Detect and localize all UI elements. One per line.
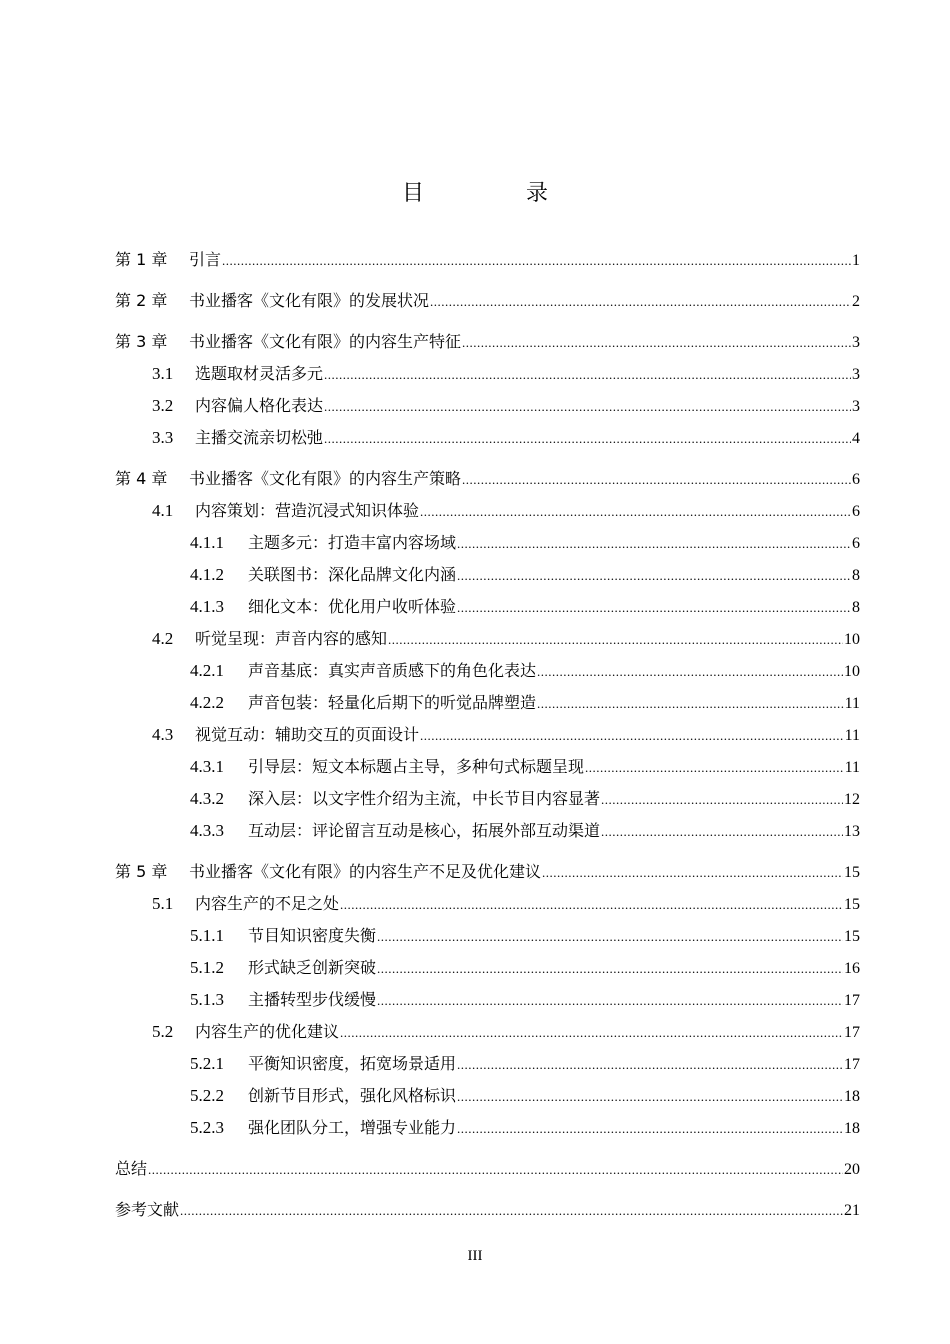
toc-entry-number: 5.2.1	[190, 1054, 224, 1073]
toc-entry-title: 节目知识密度失衡	[248, 926, 377, 945]
toc-entry-number: 第 5 章	[115, 862, 168, 881]
toc-entry-number: 4.1.1	[190, 533, 224, 552]
toc-entry-title: 书业播客《文化有限》的内容生产策略	[189, 469, 462, 488]
toc-entry-page: 17	[844, 1024, 860, 1041]
toc-entry[interactable]	[0, 1116, 860, 1140]
toc-dot-leader	[601, 788, 843, 812]
toc-entry-number: 5.2	[152, 1022, 174, 1041]
toc-entry[interactable]	[0, 1052, 860, 1076]
toc-dot-leader	[462, 468, 851, 492]
toc-entry-number: 4.2.2	[190, 693, 224, 712]
toc-entry-page: 18	[844, 1088, 860, 1105]
toc-entry-title: 强化团队分工，增强专业能力	[248, 1118, 457, 1137]
toc-entry-title: 内容生产的优化建议	[195, 1022, 340, 1041]
toc-entry-title: 视觉互动：辅助交互的页面设计	[195, 725, 420, 744]
toc-dot-leader	[388, 628, 843, 652]
toc-entry-title: 主题多元：打造丰富内容场域	[248, 533, 457, 552]
toc-entry-title: 深入层：以文字性介绍为主流，中长节目内容显著	[248, 789, 601, 808]
toc-dot-leader	[537, 660, 843, 684]
toc-entry-title: 参考文献	[115, 1200, 180, 1219]
toc-entry-title: 书业播客《文化有限》的内容生产不足及优化建议	[189, 862, 542, 881]
toc-entry-title: 书业播客《文化有限》的内容生产特征	[189, 332, 462, 351]
toc-entry-page: 8	[852, 599, 860, 616]
toc-entry-page: 15	[844, 928, 860, 945]
toc-dot-leader	[462, 331, 851, 355]
toc-entry[interactable]	[0, 467, 860, 491]
toc-entry-number: 4.3.3	[190, 821, 224, 840]
toc-entry-number: 3.3	[152, 428, 174, 447]
toc-entry-number: 4.3.1	[190, 757, 224, 776]
toc-entry[interactable]	[0, 1020, 860, 1044]
toc-entry-page: 3	[852, 334, 860, 351]
toc-dot-leader	[340, 1021, 843, 1045]
toc-entry-number: 4.1.2	[190, 565, 224, 584]
toc-entry-title: 声音基底：真实声音质感下的角色化表达	[248, 661, 537, 680]
toc-entry-number: 5.2.2	[190, 1086, 224, 1105]
toc-entry-number: 4.3	[152, 725, 174, 744]
toc-entry-page: 10	[844, 631, 860, 648]
toc-dot-leader	[542, 861, 843, 885]
toc-entry-page: 11	[844, 727, 860, 744]
toc-entry-title: 内容策划：营造沉浸式知识体验	[195, 501, 420, 520]
toc-entry[interactable]	[0, 860, 860, 884]
toc-entry[interactable]	[0, 1157, 860, 1181]
toc-entry-page: 10	[844, 663, 860, 680]
toc-dot-leader	[457, 564, 851, 588]
toc-entry[interactable]	[0, 819, 860, 843]
toc-dot-leader	[377, 989, 843, 1013]
toc-entry[interactable]	[0, 1084, 860, 1108]
toc-entry-title: 书业播客《文化有限》的发展状况	[189, 291, 430, 310]
toc-entry-title: 内容偏人格化表达	[195, 396, 324, 415]
page-number: III	[467, 1248, 483, 1264]
toc-entry-number: 4.2.1	[190, 661, 224, 680]
toc-entry[interactable]	[0, 248, 860, 272]
toc-entry[interactable]	[0, 755, 860, 779]
toc-entry-page: 11	[844, 759, 860, 776]
toc-entry-number: 5.2.3	[190, 1118, 224, 1137]
toc-dot-leader	[324, 395, 851, 419]
toc-entry[interactable]	[0, 892, 860, 916]
toc-entry-title: 引言	[189, 250, 222, 269]
toc-entry-title: 主播转型步伐缓慢	[248, 990, 377, 1009]
toc-entry[interactable]	[0, 627, 860, 651]
toc-dot-leader	[420, 724, 844, 748]
toc-dot-leader	[340, 893, 843, 917]
toc-entry[interactable]	[0, 723, 860, 747]
toc-entry[interactable]	[0, 1198, 860, 1222]
toc-entry-number: 第 1 章	[115, 250, 168, 269]
toc-entry-page: 3	[852, 398, 860, 415]
toc-entry-number: 第 2 章	[115, 291, 168, 310]
toc-dot-leader	[537, 692, 844, 716]
toc-entry-page: 6	[852, 535, 860, 552]
toc-entry[interactable]	[0, 787, 860, 811]
toc-entry-title: 选题取材灵活多元	[195, 364, 324, 383]
toc-entry[interactable]	[0, 956, 860, 980]
toc-entry[interactable]	[0, 289, 860, 313]
toc-entry-page: 6	[852, 503, 860, 520]
toc-entry-page: 4	[852, 430, 860, 447]
toc-entry[interactable]	[0, 499, 860, 523]
toc-entry-page: 3	[852, 366, 860, 383]
toc-entry-number: 4.2	[152, 629, 174, 648]
toc-dot-leader	[420, 500, 851, 524]
toc-entry-page: 18	[844, 1120, 860, 1137]
toc-dot-leader	[324, 427, 851, 451]
toc-entry[interactable]	[0, 988, 860, 1012]
toc-entry-title: 细化文本：优化用户收听体验	[248, 597, 457, 616]
toc-entry[interactable]	[0, 659, 860, 683]
toc-entry-page: 6	[852, 471, 860, 488]
toc-dot-leader	[457, 1053, 843, 1077]
toc-entry-number: 4.1.3	[190, 597, 224, 616]
toc-entry-page: 15	[844, 896, 860, 913]
toc-entry[interactable]	[0, 595, 860, 619]
toc-title: 目 录	[401, 181, 588, 206]
toc-entry[interactable]	[0, 362, 860, 386]
toc-entry-number: 第 3 章	[115, 332, 168, 351]
toc-entry-title: 主播交流亲切松弛	[195, 428, 324, 447]
toc-entry-number: 5.1	[152, 894, 174, 913]
toc-entry-page: 21	[844, 1202, 860, 1219]
toc-entry-page: 11	[844, 695, 860, 712]
toc-entry-page: 17	[844, 1056, 860, 1073]
toc-entry-title: 引导层：短文本标题占主导，多种句式标题呈现	[248, 757, 585, 776]
toc-dot-leader	[324, 363, 851, 387]
toc-entry[interactable]	[0, 691, 860, 715]
toc-entry-title: 听觉呈现：声音内容的感知	[195, 629, 388, 648]
toc-dot-leader	[180, 1199, 843, 1223]
toc-entry-number: 第 4 章	[115, 469, 168, 488]
toc-dot-leader	[222, 249, 851, 273]
toc-entry-page: 1	[852, 252, 860, 269]
toc-dot-leader	[377, 957, 843, 981]
toc-entry[interactable]	[0, 924, 860, 948]
toc-dot-leader	[457, 1085, 843, 1109]
toc-entry-number: 5.1.3	[190, 990, 224, 1009]
toc-entry-title: 平衡知识密度，拓宽场景适用	[248, 1054, 457, 1073]
toc-entry-page: 17	[844, 992, 860, 1009]
toc-entry-page: 15	[844, 864, 860, 881]
toc-entry[interactable]	[0, 426, 860, 450]
toc-dot-leader	[148, 1158, 843, 1182]
toc-entry-number: 5.1.1	[190, 926, 224, 945]
toc-entry-title: 互动层：评论留言互动是核心，拓展外部互动渠道	[248, 821, 601, 840]
toc-entry-page: 16	[844, 960, 860, 977]
toc-dot-leader	[457, 1117, 843, 1141]
toc-entry-number: 3.2	[152, 396, 174, 415]
toc-entry-number: 3.1	[152, 364, 174, 383]
toc-dot-leader	[457, 532, 851, 556]
toc-entry[interactable]	[0, 563, 860, 587]
toc-entry-title: 总结	[115, 1159, 148, 1178]
toc-dot-leader	[601, 820, 843, 844]
toc-entry-page: 8	[852, 567, 860, 584]
toc-dot-leader	[430, 290, 851, 314]
toc-entry-page: 2	[852, 293, 860, 310]
toc-entry-title: 关联图书：深化品牌文化内涵	[248, 565, 457, 584]
toc-dot-leader	[377, 925, 843, 949]
toc-entry[interactable]	[0, 330, 860, 354]
toc-dot-leader	[585, 756, 844, 780]
toc-dot-leader	[457, 596, 851, 620]
toc-entry-number: 4.1	[152, 501, 174, 520]
toc-entry-title: 创新节目形式，强化风格标识	[248, 1086, 457, 1105]
toc-entry-number: 4.3.2	[190, 789, 224, 808]
toc-entry-number: 5.1.2	[190, 958, 224, 977]
toc-entry-page: 12	[844, 791, 860, 808]
toc-entry[interactable]	[0, 531, 860, 555]
toc-entry-title: 内容生产的不足之处	[195, 894, 340, 913]
toc-entry-page: 13	[844, 823, 860, 840]
toc-entry-title: 声音包装：轻量化后期下的听觉品牌塑造	[248, 693, 537, 712]
toc-entry-page: 20	[844, 1161, 860, 1178]
toc-entry-title: 形式缺乏创新突破	[248, 958, 377, 977]
toc-entry[interactable]	[0, 394, 860, 418]
